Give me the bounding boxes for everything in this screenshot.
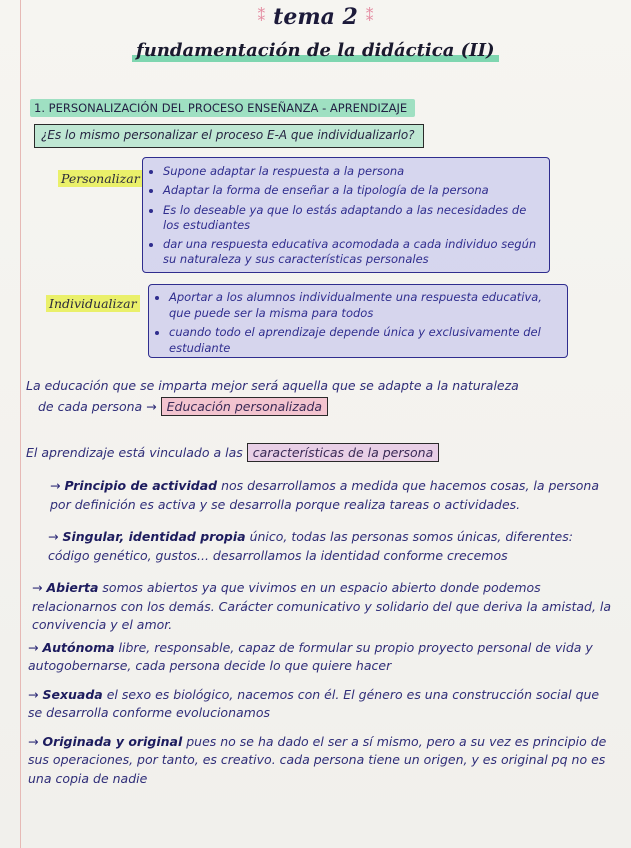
- characteristic-term: Sexuada: [42, 686, 103, 702]
- arrow-icon: →: [28, 686, 39, 702]
- personalizar-item: • Es lo deseable ya que lo estás adaptando a las necesidades de los estudiantes: [163, 203, 541, 233]
- educacion-line-2: [26, 396, 616, 417]
- individualizar-box: [148, 284, 568, 358]
- individualizar-label: Individualizar: [46, 295, 140, 312]
- personalizar-label-wrap: [58, 168, 143, 187]
- margin-line: [20, 0, 21, 848]
- page-title: tema 2: [273, 4, 358, 30]
- characteristic-term: Originada y original: [42, 733, 183, 749]
- characteristic-term: Abierta: [46, 580, 99, 595]
- arrow-icon: →: [50, 478, 61, 493]
- characteristic-term: Autónoma: [42, 639, 115, 655]
- aprendizaje-line: [26, 442, 616, 463]
- arrow-icon: →: [28, 733, 39, 749]
- characteristic-text: libre, responsable, capaz de formular su propio proyecto personal de vida y autogobernarse, cada persona decide lo que quiere hacer: [28, 639, 593, 673]
- page-subtitle: fundamentación de la didáctica (II): [132, 40, 499, 64]
- characteristic-item: [28, 477, 614, 514]
- characteristic-text: único, todas las personas somos únicas, diferentes: código genético, gustos... desarrollamos la identidad conforme crecemos: [48, 529, 573, 563]
- arrow-icon: →: [28, 639, 39, 655]
- personalizar-label: Personalizar: [58, 170, 143, 187]
- personalizar-item: • dar una respuesta educativa acomodada a cada individuo según su naturaleza y sus características personales: [163, 237, 541, 267]
- arrow-icon: →: [32, 580, 43, 595]
- characteristic-text: el sexo es biológico, nacemos con él. El género es una construcción social que se desarrolla conforme evolucionamos: [28, 686, 600, 720]
- subtitle-row: [132, 40, 499, 61]
- sparkle-left-icon: ⁑: [257, 7, 266, 25]
- characteristic-item: [28, 733, 614, 789]
- characteristic-text: nos desarrollamos a medida que hacemos cosas, la persona por definición es activa y se desarrolla porque realiza tareas o actividades.: [50, 478, 600, 512]
- personalizar-item: • Adaptar la forma de enseñar a la tipología de la persona: [163, 181, 541, 200]
- educacion-line-1: La educación que se imparta mejor será aquella que se adapte a la naturaleza: [26, 378, 519, 393]
- sparkle-right-icon: ⁑: [365, 7, 374, 25]
- characteristic-term: Singular, identidad propia: [62, 529, 246, 544]
- individualizar-item: • Aportar a los alumnos individualmente una respuesta educativa, que puede ser la misma para todos: [169, 289, 559, 321]
- characteristic-term: Principio de actividad: [64, 478, 218, 493]
- section-heading: 1. PERSONALIZACIÓN DEL PROCESO ENSEÑANZA - APRENDIZAJE: [30, 99, 415, 117]
- question-box: ¿Es lo mismo personalizar el proceso E-A que individualizarlo?: [34, 124, 424, 148]
- characteristic-text: pues no se ha dado el ser a sí mismo, pero a su vez es principio de sus operaciones, por tanto, es creativo. cada persona tiene un origen, y es original pq no es una copia de nadie: [28, 733, 607, 786]
- arrow-icon: →: [48, 529, 59, 544]
- characteristics-list: [28, 477, 614, 788]
- individualizar-label-wrap: [46, 293, 140, 312]
- title-row: [0, 4, 631, 30]
- characteristic-text: somos abiertos ya que vivimos en un espacio abierto donde podemos relacionarnos con los demás. Carácter comunicativo y solidario del que deriva la amistad, la convivencia y el amor.: [32, 580, 612, 632]
- caracteristicas-box: características de la persona: [247, 443, 440, 462]
- personalizar-box: [142, 157, 550, 273]
- characteristic-item: [28, 528, 614, 565]
- characteristic-item: [28, 579, 614, 635]
- personalizar-item: • Supone adaptar la respuesta a la persona: [163, 162, 541, 181]
- educacion-line-2-prefix: de cada persona →: [38, 399, 157, 414]
- individualizar-item: • cuando todo el aprendizaje depende única y exclusivamente del estudiante: [169, 324, 559, 356]
- educacion-personalizada-box: Educación personalizada: [161, 397, 328, 416]
- characteristic-item: [28, 639, 614, 676]
- characteristic-item: [28, 686, 614, 723]
- aprendizaje-prefix: El aprendizaje está vinculado a las: [26, 445, 243, 460]
- educacion-paragraph: [26, 375, 616, 417]
